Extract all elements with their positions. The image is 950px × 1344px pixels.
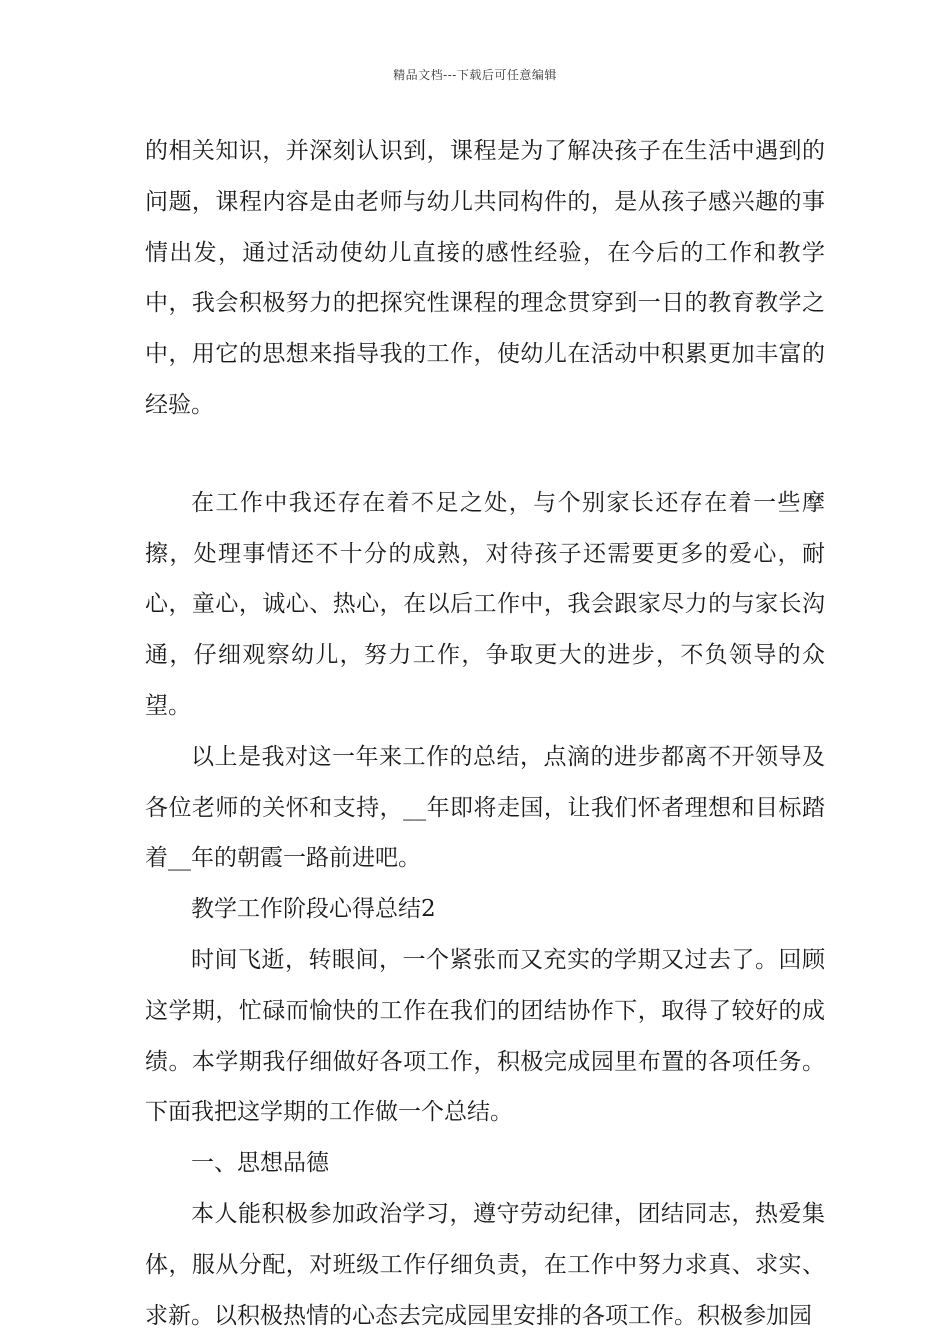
paragraph-intro: 时间飞逝，转眼间，一个紧张而又充实的学期又过去了。回顾这学期，忙碌而愉快的工作在我们的团结协作下，取得了较好的成绩。本学期我仔细做好各项工作，积极完成园里布置的各项任务。下面我把这学期的工作做一个总结。 — [145, 946, 825, 1126]
paragraph-shortcomings: 在工作中我还存在着不足之处，与个别家长还存在着一些摩擦，处理事情还不十分的成熟，对待孩子还需要更多的爱心，耐心，童心，诚心、热心，在以后工作中，我会跟家尽力的与家长沟通，仔细观察幼儿，努力工作，争取更大的进步，不负领导的众望。 — [145, 489, 825, 719]
section-title: 教学工作阶段心得总结2 — [191, 896, 436, 923]
paragraph-conclusion: 以上是我对这一年来工作的总结，点滴的进步都离不开领导及各位老师的关怀和支持，__年即将走国，让我们怀者理想和目标踏着__年的朝霞一路前进吧。 — [145, 743, 825, 872]
paragraph-continued: 的相关知识，并深刻认识到，课程是为了解决孩子在生活中遇到的问题，课程内容是由老师与幼儿共同构件的，是从孩子感兴趣的事情出发，通过活动使幼儿直接的感性经验，在今后的工作和教学中，我会积极努力的把探究性课程的理念贯穿到一日的教育教学之中，用它的思想来指导我的工作，使幼儿在活动中积累更加丰富的经验。 — [145, 138, 825, 418]
section-heading-ideology: 一、思想品德 — [191, 1150, 329, 1177]
document-body — [145, 126, 825, 1341]
paragraph-gap — [145, 431, 825, 478]
paragraph-ideology: 本人能积极参加政治学习，遵守劳动纪律，团结同志，热爱集体，服从分配，对班级工作仔细负责，在工作中努力求真、求实、求新。以积极热情的心态去完成园里安排的各项工作。积极参加园 — [145, 1200, 825, 1329]
page-header-watermark: 精品文档---下载后可任意编辑 — [393, 68, 557, 82]
